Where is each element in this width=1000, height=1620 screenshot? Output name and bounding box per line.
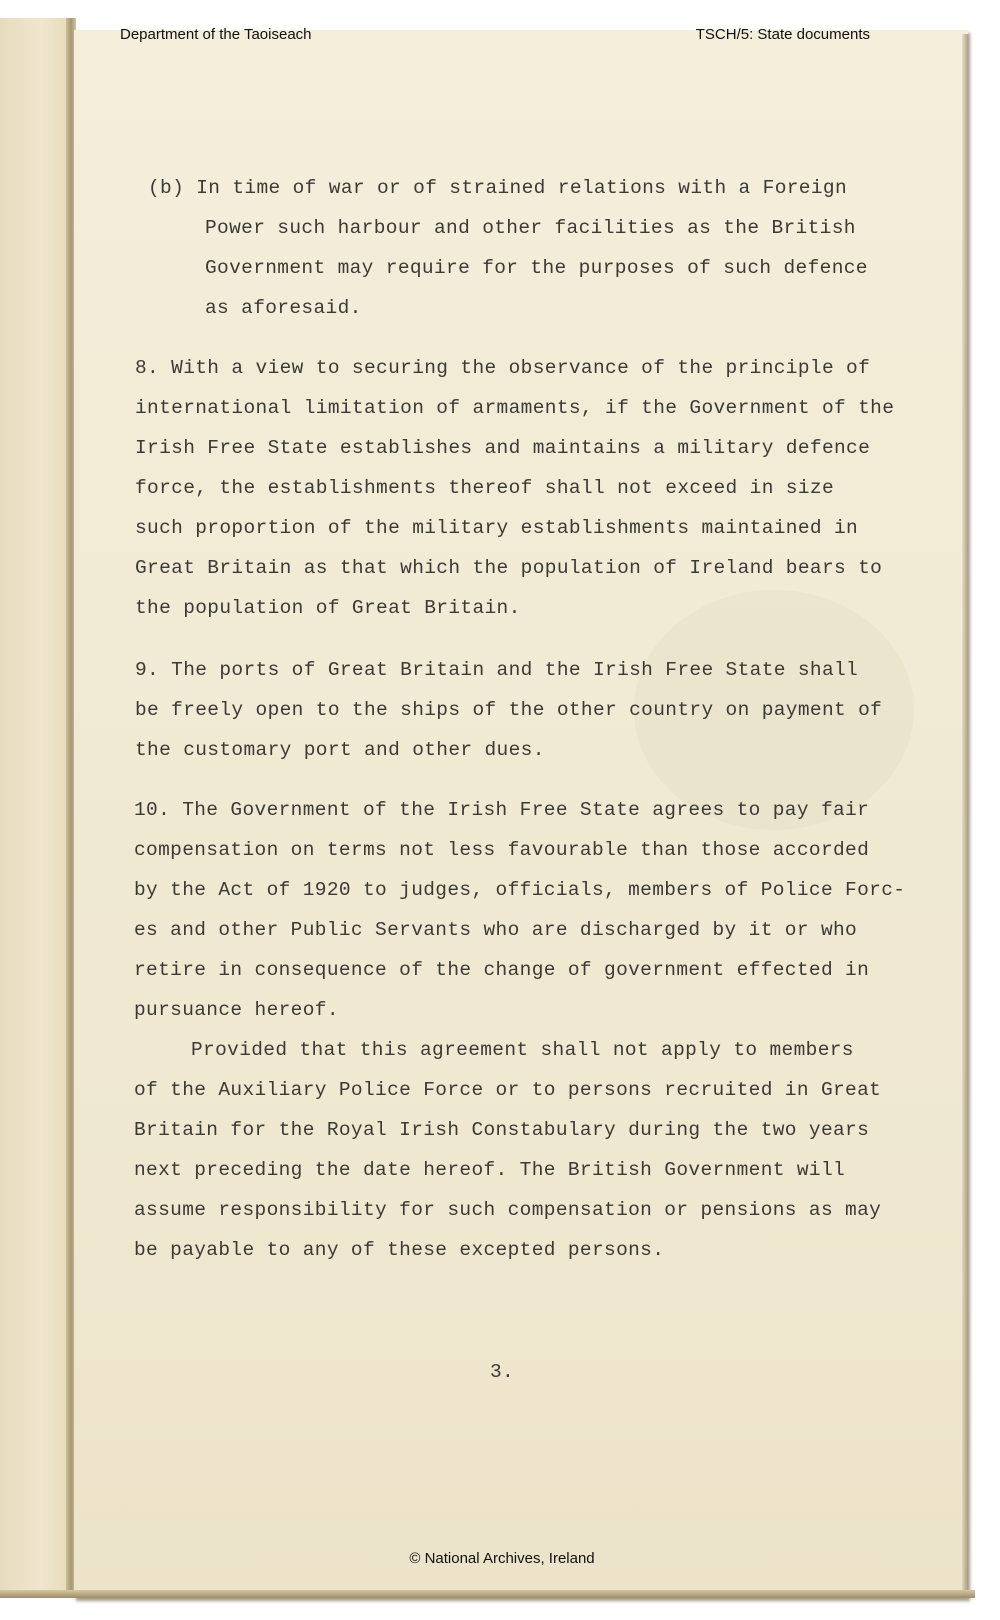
text-line: 10. The Government of the Irish Free State agrees to pay fair [134,799,870,821]
text-line: next preceding the date hereof. The British Government will [134,1159,846,1181]
text-line: es and other Public Servants who are discharged by it or who [134,919,858,941]
footer-copyright: © National Archives, Ireland [409,1550,595,1567]
text-line: Great Britain as that which the population of Ireland bears to [135,557,883,579]
text-line: 8. With a view to securing the observance of the principle of [135,357,871,379]
bottom-page-edge [0,1590,975,1598]
text-line: be freely open to the ships of the other country on payment of [135,699,883,721]
text-line: 9. The ports of Great Britain and the Irish Free State shall [135,659,859,681]
paragraph-9 [135,650,882,770]
text-line: of the Auxiliary Police Force or to persons recruited in Great [134,1079,882,1101]
paragraph-8 [135,348,894,628]
text-line: assume responsibility for such compensation or pensions as may [134,1199,882,1221]
text-line: the customary port and other dues. [135,739,545,761]
header-reference: TSCH/5: State documents [695,26,870,43]
text-line: force, the establishments thereof shall not exceed in size [135,477,835,499]
text-line: pursuance hereof. [134,999,339,1021]
header-department: Department of the Taoiseach [120,26,312,43]
text-line: Provided that this agreement shall not apply to members [191,1039,854,1061]
page-number: 3. [490,1361,515,1383]
text-line: retire in consequence of the change of government effected in [134,959,870,981]
text-line: by the Act of 1920 to judges, officials, members of Police Forc- [134,879,906,901]
text-line: international limitation of armaments, if the Government of the [135,397,895,419]
paragraph-b [148,168,868,328]
paragraph-10 [134,790,905,1270]
text-line: Government may require for the purposes of such defence [205,257,868,279]
text-line: Power such harbour and other facilities as the British [205,217,856,239]
text-line: Britain for the Royal Irish Constabulary during the two years [134,1119,870,1141]
text-line: Irish Free State establishes and maintains a military defence [135,437,871,459]
text-line: be payable to any of these excepted persons. [134,1239,665,1261]
left-page-edge [0,18,74,1598]
text-line: such proportion of the military establishments maintained in [135,517,859,539]
text-line: (b) In time of war or of strained relations with a Foreign [148,177,848,199]
text-line: as aforesaid. [205,297,362,319]
text-line: compensation on terms not less favourable than those accorded [134,839,870,861]
sheet-edge-shadow [962,34,968,1598]
text-line: the population of Great Britain. [135,597,521,619]
